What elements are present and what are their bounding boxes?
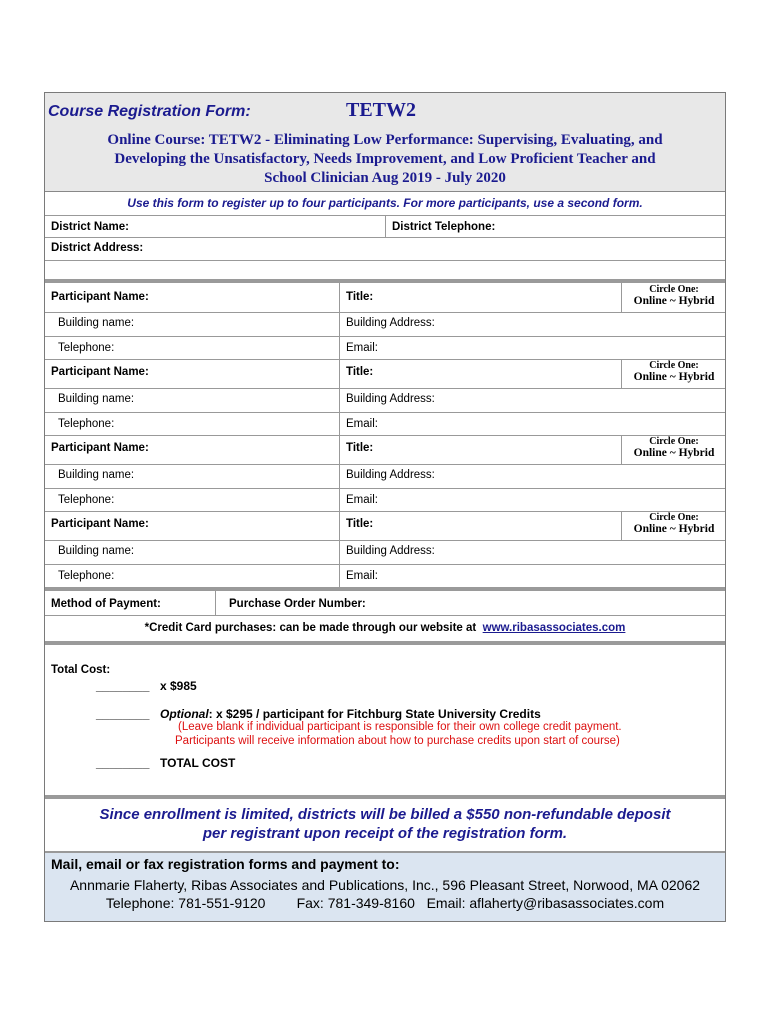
instructions-note: Use this form to register up to four participants. For more participants, use a second form. <box>127 196 643 210</box>
district-name-label[interactable]: District Name: <box>51 221 129 233</box>
mail-phone: Telephone: 781-551-9120 <box>105 895 266 911</box>
section-divider <box>45 641 725 645</box>
participant-2-telephone-label[interactable]: Telephone: <box>58 418 115 430</box>
mode-options[interactable]: Online ~ Hybrid <box>633 295 715 307</box>
participant-2-email-label[interactable]: Email: <box>346 418 378 430</box>
divider <box>45 260 725 261</box>
participant-2-title-label[interactable]: Title: <box>346 366 374 378</box>
participant-3-building-label[interactable]: Building name: <box>58 469 135 481</box>
section-divider <box>45 279 725 283</box>
participant-3-mode-selector[interactable] <box>623 436 725 459</box>
contact-line <box>45 895 725 911</box>
payment-method-label[interactable]: Method of Payment: <box>51 598 161 610</box>
course-line-1: Online Course: TETW2 - Eliminating Low Performance: Supervising, Evaluating, and <box>107 132 663 148</box>
divider <box>45 540 725 541</box>
total-cost-text: TOTAL COST <box>160 756 236 770</box>
district-address-label[interactable]: District Address: <box>51 242 144 254</box>
participant-4-name-label[interactable]: Participant Name: <box>51 518 149 530</box>
course-code: TETW2 <box>346 99 417 121</box>
divider <box>215 591 216 615</box>
divider <box>45 336 725 337</box>
participant-4-building-address-label[interactable]: Building Address: <box>346 545 435 557</box>
participant-2-name-label[interactable]: Participant Name: <box>51 366 149 378</box>
course-line-3: School Clinician Aug 2019 - July 2020 <box>264 170 506 186</box>
divider <box>45 388 725 389</box>
optional-credits-text: : x $295 / participant for Fitchburg State University Credits <box>208 707 541 721</box>
divider <box>339 511 340 587</box>
optional-credits-line <box>160 707 541 721</box>
divider <box>621 283 622 312</box>
participant-4-building-label[interactable]: Building name: <box>58 545 135 557</box>
circle-one-label: Circle One: <box>649 436 699 447</box>
course-quantity-blank[interactable]: ________ <box>96 679 150 693</box>
deposit-notice-line-1: Since enrollment is limited, districts will be billed a $550 non-refundable deposit <box>99 806 671 823</box>
divider <box>339 359 340 435</box>
circle-one-label: Circle One: <box>649 284 699 295</box>
total-cost-label: Total Cost: <box>51 664 111 676</box>
mode-options[interactable]: Online ~ Hybrid <box>633 447 715 459</box>
form-title: Course Registration Form: <box>48 103 251 120</box>
district-telephone-label[interactable]: District Telephone: <box>392 221 496 233</box>
deposit-notice <box>45 805 725 843</box>
credit-note-line-1: (Leave blank if individual participant is responsible for their own college credit payment. <box>178 721 622 733</box>
participant-1-building-address-label[interactable]: Building Address: <box>346 317 435 329</box>
participant-2-building-label[interactable]: Building name: <box>58 393 135 405</box>
section-divider <box>45 795 725 799</box>
participant-1-telephone-label[interactable]: Telephone: <box>58 342 115 354</box>
registration-form <box>44 92 726 922</box>
divider <box>45 312 725 313</box>
participant-1-title-label[interactable]: Title: <box>346 291 374 303</box>
divider <box>45 488 725 489</box>
circle-one-label: Circle One: <box>649 512 699 523</box>
credit-card-text: *Credit Card purchases: can be made through our website at <box>144 622 477 634</box>
participant-3-title-label[interactable]: Title: <box>346 442 374 454</box>
participant-1-building-label[interactable]: Building name: <box>58 317 135 329</box>
divider <box>621 435 622 464</box>
divider <box>621 359 622 388</box>
participant-4-mode-selector[interactable] <box>623 512 725 535</box>
optional-label: Optional <box>160 707 209 721</box>
participant-3-name-label[interactable]: Participant Name: <box>51 442 149 454</box>
credit-card-note <box>45 622 725 634</box>
course-description <box>45 131 725 188</box>
participant-4-title-label[interactable]: Title: <box>346 518 374 530</box>
divider <box>45 615 725 616</box>
divider <box>45 464 725 465</box>
participant-1-name-label[interactable]: Participant Name: <box>51 291 149 303</box>
mail-email[interactable]: Email: aflaherty@ribasassociates.com <box>426 895 665 911</box>
website-link[interactable]: www.ribasassociates.com <box>482 622 626 634</box>
participant-2-building-address-label[interactable]: Building Address: <box>346 393 435 405</box>
credit-note-line-2: Participants will receive information about how to purchase credits upon start of course) <box>175 735 620 747</box>
mode-options[interactable]: Online ~ Hybrid <box>633 371 715 383</box>
mail-address: Annmarie Flaherty, Ribas Associates and Publications, Inc., 596 Pleasant Street, Norwood, MA 02062 <box>69 877 701 893</box>
participant-4-email-label[interactable]: Email: <box>346 570 378 582</box>
divider <box>45 237 725 238</box>
course-price: x $985 <box>160 679 197 693</box>
purchase-order-label[interactable]: Purchase Order Number: <box>229 598 366 610</box>
participant-1-mode-selector[interactable] <box>623 284 725 307</box>
deposit-notice-line-2: per registrant upon receipt of the registration form. <box>202 825 568 842</box>
total-cost-blank[interactable]: ________ <box>96 756 150 770</box>
participant-3-telephone-label[interactable]: Telephone: <box>58 494 115 506</box>
participant-3-email-label[interactable]: Email: <box>346 494 378 506</box>
circle-one-label: Circle One: <box>649 360 699 371</box>
credits-quantity-blank[interactable]: ________ <box>96 707 150 721</box>
participant-3-building-address-label[interactable]: Building Address: <box>346 469 435 481</box>
course-line-2: Developing the Unsatisfactory, Needs Improvement, and Low Proficient Teacher and <box>114 151 656 167</box>
mail-fax: Fax: 781-349-8160 <box>296 895 415 911</box>
divider <box>45 412 725 413</box>
mail-heading: Mail, email or fax registration forms and payment to: <box>51 856 400 872</box>
participant-1-email-label[interactable]: Email: <box>346 342 378 354</box>
divider <box>45 564 725 565</box>
section-divider <box>45 587 725 591</box>
participant-4-telephone-label[interactable]: Telephone: <box>58 570 115 582</box>
divider <box>621 511 622 540</box>
mode-options[interactable]: Online ~ Hybrid <box>633 523 715 535</box>
divider <box>339 435 340 511</box>
participant-2-mode-selector[interactable] <box>623 360 725 383</box>
divider <box>385 215 386 237</box>
